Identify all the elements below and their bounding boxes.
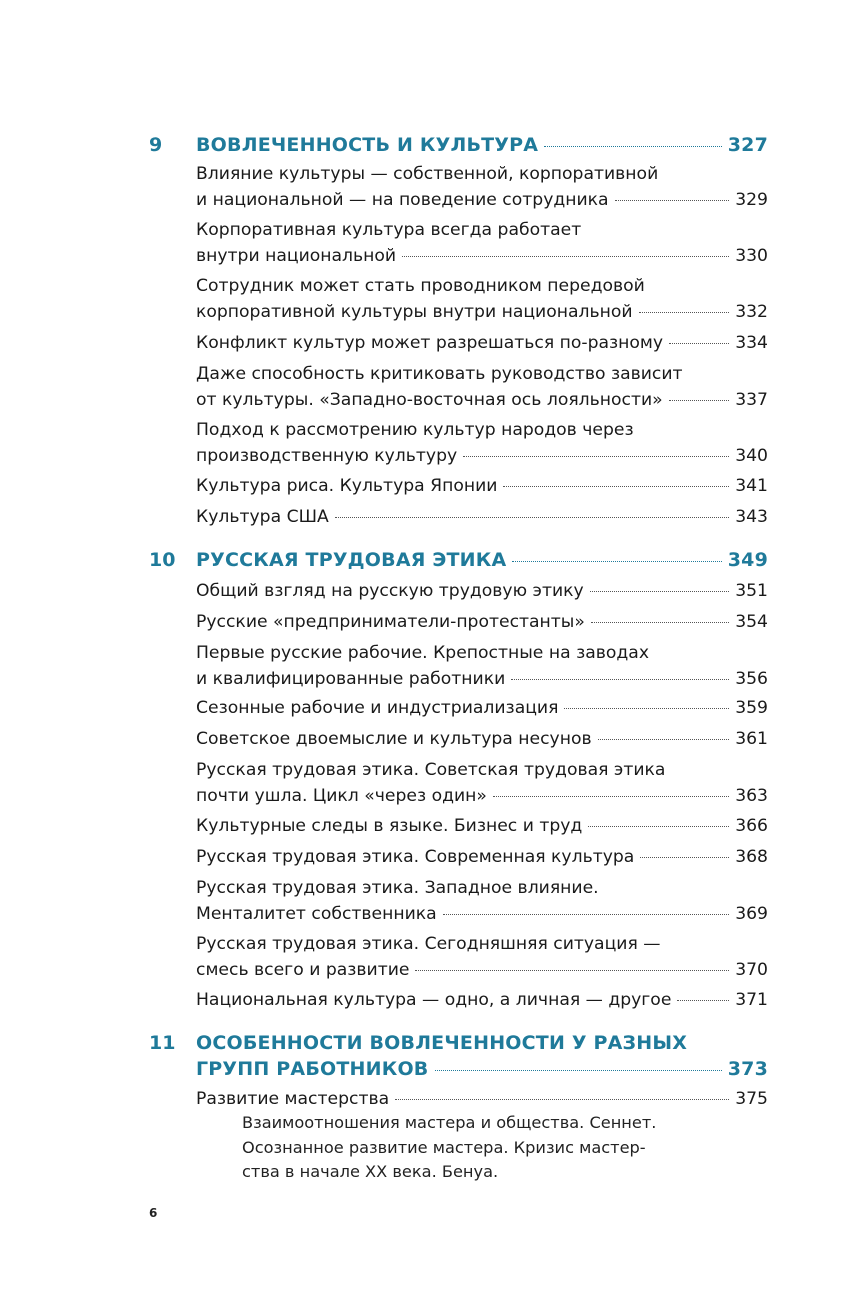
toc-entry: Культурные следы в языке. Бизнес и труд 366 bbox=[196, 814, 768, 840]
leader-dots bbox=[544, 145, 722, 147]
leader-dots bbox=[511, 678, 729, 680]
page-number: 368 bbox=[735, 847, 768, 867]
toc-entry: Сезонные рабочие и индустриализация 359 bbox=[196, 696, 768, 722]
page-number: 327 bbox=[727, 134, 768, 156]
leader-dots bbox=[435, 1069, 722, 1071]
leader-dots bbox=[588, 825, 729, 827]
page-number: 366 bbox=[735, 816, 768, 836]
page-number: 361 bbox=[735, 729, 768, 749]
leader-dots bbox=[443, 913, 729, 915]
leader-dots bbox=[677, 999, 729, 1001]
chapter-title: РУССКАЯ ТРУДОВАЯ ЭТИКА 349 bbox=[196, 549, 768, 571]
toc-entry: Русские «предприниматели-протестанты» 354 bbox=[196, 610, 768, 636]
page-number: 329 bbox=[735, 189, 768, 210]
toc-entry: Русская трудовая этика. Советская трудовая этика почти ушла. Цикл «через один» 363 bbox=[196, 758, 768, 809]
leader-dots bbox=[415, 969, 729, 971]
page-number: 349 bbox=[727, 549, 768, 571]
page-number: 332 bbox=[735, 301, 768, 322]
leader-dots bbox=[615, 199, 730, 201]
leader-dots bbox=[512, 560, 721, 562]
toc-entry: Подход к рассмотрению культур народов через производственную культуру 340 bbox=[196, 418, 768, 469]
toc-entry: Русская трудовая этика. Западное влияние. Менталитет собственника 369 bbox=[196, 876, 768, 927]
page-number: 341 bbox=[735, 476, 768, 496]
page-number: 337 bbox=[735, 389, 768, 410]
page-number: 351 bbox=[735, 581, 768, 601]
toc-entry: Русская трудовая этика. Сегодняшняя ситуация — смесь всего и развитие 370 bbox=[196, 932, 768, 983]
page-number: 371 bbox=[735, 990, 768, 1010]
page-number: 375 bbox=[735, 1089, 768, 1109]
toc-entry: Национальная культура — одно, а личная — другое 371 bbox=[196, 988, 768, 1014]
chapter-title: ОСОБЕННОСТИ ВОВЛЕЧЕННОСТИ У РАЗНЫХ ГРУПП РАБОТНИКОВ 373 bbox=[196, 1032, 768, 1080]
leader-dots bbox=[493, 795, 729, 797]
leader-dots bbox=[590, 590, 730, 592]
leader-dots bbox=[335, 516, 729, 518]
leader-dots bbox=[640, 856, 729, 858]
toc-entry: Даже способность критиковать руководство зависит от культуры. «Западно-восточная ось лояльности» 337 bbox=[196, 362, 768, 413]
page-number: 370 bbox=[735, 959, 768, 980]
toc-entry: Влияние культуры — собственной, корпоративной и национальной — на поведение сотрудника 329 bbox=[196, 162, 768, 213]
page-number: 354 bbox=[735, 612, 768, 632]
chapter-number: 10 bbox=[149, 549, 176, 571]
page-number: 373 bbox=[727, 1058, 768, 1080]
page-number: 359 bbox=[735, 698, 768, 718]
chapter-number: 11 bbox=[149, 1032, 176, 1054]
toc-entry: Советское двоемыслие и культура несунов 361 bbox=[196, 727, 768, 753]
leader-dots bbox=[639, 311, 730, 313]
leader-dots bbox=[402, 255, 729, 257]
toc-entry: Русская трудовая этика. Современная культура 368 bbox=[196, 845, 768, 871]
toc-entry: Корпоративная культура всегда работает внутри национальной 330 bbox=[196, 218, 768, 269]
toc-entry: Развитие мастерства 375 bbox=[196, 1087, 768, 1113]
leader-dots bbox=[395, 1098, 729, 1100]
leader-dots bbox=[463, 455, 729, 457]
toc-entry: Культура США 343 bbox=[196, 505, 768, 531]
toc-entry: Общий взгляд на русскую трудовую этику 351 bbox=[196, 579, 768, 605]
toc-entry: Культура риса. Культура Японии 341 bbox=[196, 474, 768, 500]
chapter-number: 9 bbox=[149, 134, 163, 156]
page-folio: 6 bbox=[149, 1206, 158, 1220]
page-number: 369 bbox=[735, 903, 768, 924]
page-number: 356 bbox=[735, 668, 768, 689]
leader-dots bbox=[564, 707, 729, 709]
leader-dots bbox=[591, 621, 729, 623]
entry-subtext: Взаимоотношения мастера и общества. Сеннет. Осознанное развитие мастера. Кризис мастер- ства в начале XX века. Бенуа. bbox=[242, 1113, 657, 1181]
leader-dots bbox=[598, 738, 730, 740]
page-number: 340 bbox=[735, 445, 768, 466]
page-number: 363 bbox=[735, 785, 768, 806]
toc-entry: Конфликт культур может разрешаться по-разному 334 bbox=[196, 331, 768, 357]
page-number: 330 bbox=[735, 245, 768, 266]
leader-dots bbox=[669, 342, 729, 344]
toc-entry: Сотрудник может стать проводником передовой корпоративной культуры внутри национальной 332 bbox=[196, 274, 768, 325]
leader-dots bbox=[503, 485, 729, 487]
page-number: 334 bbox=[735, 333, 768, 353]
toc-entry: Первые русские рабочие. Крепостные на заводах и квалифицированные работники 356 bbox=[196, 641, 768, 692]
leader-dots bbox=[669, 399, 729, 401]
page-number: 343 bbox=[735, 507, 768, 527]
chapter-title: ВОВЛЕЧЕННОСТЬ И КУЛЬТУРА 327 bbox=[196, 134, 768, 156]
